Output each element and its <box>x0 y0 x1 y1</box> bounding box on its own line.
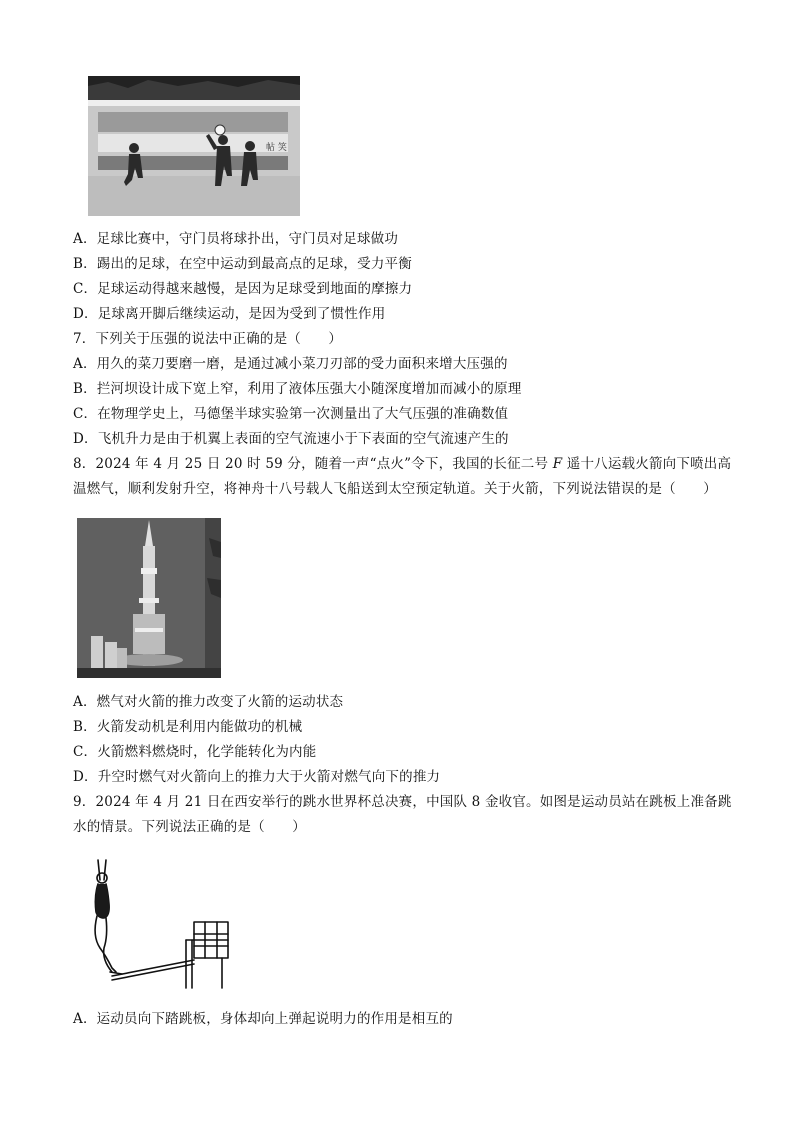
q9-stem-line2: 水的情景。下列说法正确的是（ ） <box>73 819 306 835</box>
q8-option-b: B．火箭发动机是利用内能做功的机械 <box>73 719 303 735</box>
diver-drawing <box>82 856 234 990</box>
q6-option-a: A．足球比赛中，守门员将球扑出，守门员对足球做功 <box>73 231 399 247</box>
q7-stem: 7．下列关于压强的说法中正确的是（ ） <box>73 331 343 347</box>
q9-option-a: A．运动员向下踏跳板，身体却向上弹起说明力的作用是相互的 <box>73 1011 453 1027</box>
q8-stem-post: 遥十八运载火箭向下喷出高 <box>562 456 732 472</box>
q9-stem-line1: 9．2024 年 4 月 21 日在西安举行的跳水世界杯总决赛，中国队 8 金收官。如图是运动员站在跳板上准备跳 <box>73 794 732 810</box>
q8-stem-italic: F <box>552 456 563 472</box>
q7-option-d: D．飞机升力是由于机翼上表面的空气流速小于下表面的空气流速产生的 <box>73 431 509 447</box>
q8-stem-line1 <box>73 455 731 473</box>
q6-option-d: D．足球离开脚后继续运动，是因为受到了惯性作用 <box>73 306 386 322</box>
soccer-photo <box>88 76 300 216</box>
rocket-photo <box>77 518 221 678</box>
photo-banner-text: 帖 笑 <box>266 143 287 153</box>
q8-option-d: D．升空时燃气对火箭向上的推力大于火箭对燃气向下的推力 <box>73 769 441 785</box>
q8-option-a: A．燃气对火箭的推力改变了火箭的运动状态 <box>73 694 344 710</box>
q7-option-b: B．拦河坝设计成下宽上窄，利用了液体压强大小随深度增加而减小的原理 <box>73 381 522 397</box>
q8-stem-pre: 8．2024 年 4 月 25 日 20 时 59 分，随着一声“点火”令下，我国的长征二号 <box>73 456 553 472</box>
q8-option-c: C．火箭燃料燃烧时，化学能转化为内能 <box>73 744 317 760</box>
q8-stem-line2: 温燃气，顺利发射升空，将神舟十八号载人飞船送到太空预定轨道。关于火箭，下列说法错误的是（ ） <box>73 481 717 497</box>
q6-option-b: B．踢出的足球，在空中运动到最高点的足球，受力平衡 <box>73 256 412 272</box>
q6-option-c: C．足球运动得越来越慢，是因为足球受到地面的摩擦力 <box>73 281 413 297</box>
q7-option-c: C．在物理学史上，马德堡半球实验第一次测量出了大气压强的准确数值 <box>73 406 509 422</box>
q7-option-a: A．用久的菜刀要磨一磨，是通过减小菜刀刃部的受力面积来增大压强的 <box>73 356 508 372</box>
